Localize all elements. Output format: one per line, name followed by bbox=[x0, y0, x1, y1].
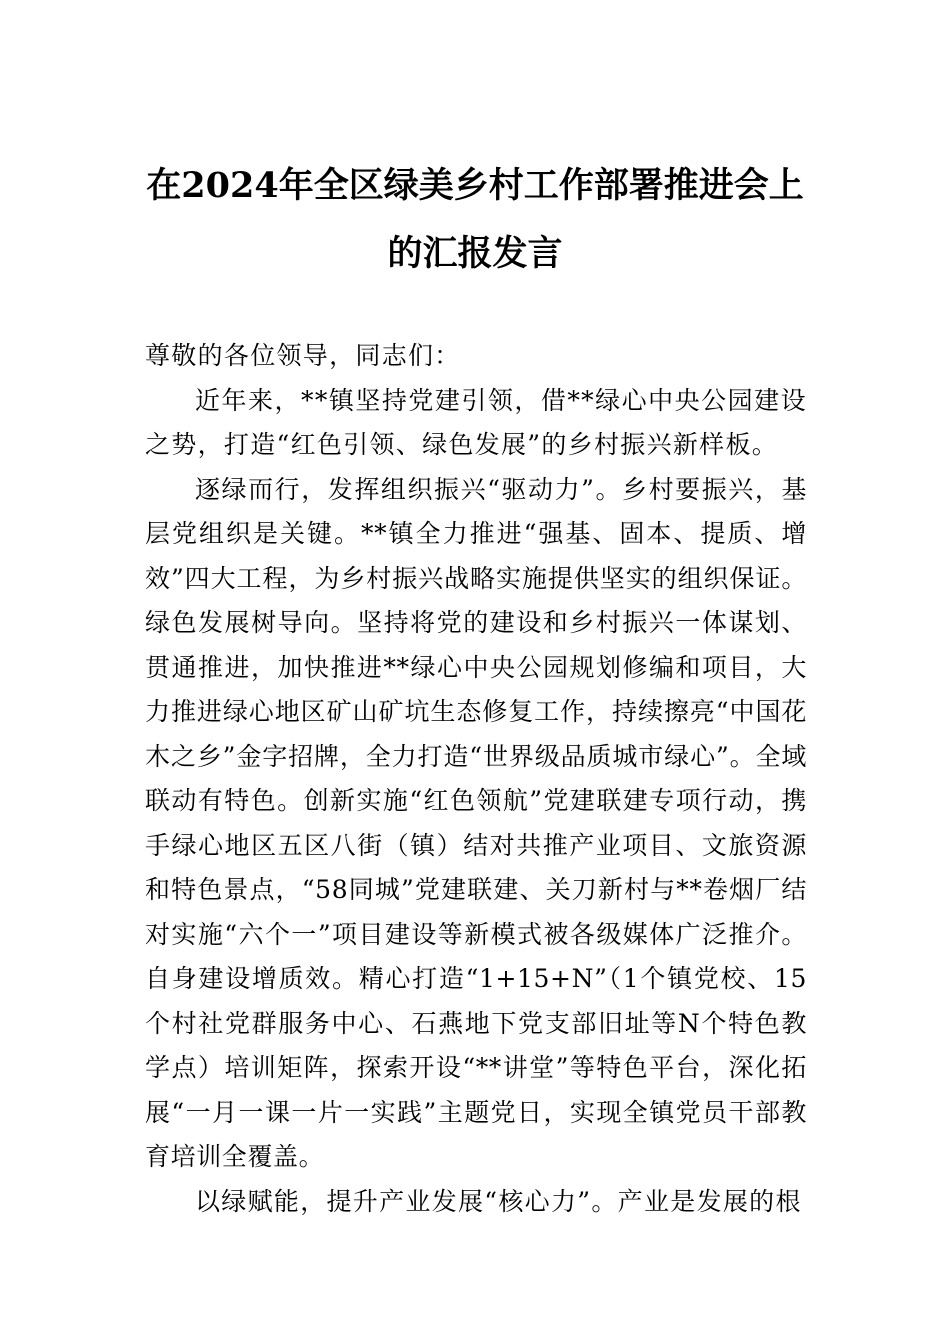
paragraph-intro: 近年来，**镇坚持党建引领，借**绿心中央公园建设之势，打造“红色引领、绿色发展”的乡村振兴新样板。 bbox=[145, 385, 807, 459]
paragraph-organization: 逐绿而行，发挥组织振兴“驱动力”。乡村要振兴，基层党组织是关键。**镇全力推进“强基、固本、提质、增效”四大工程，为乡村振兴战略实施提供坚实的组织保证。绿色发展树导向。坚持将党的建设和乡村振兴一体谋划、贯通推进，加快推进**绿心中央公园规划修编和项目，大力推进绿心地区矿山矿坑生态修复工作，持续擦亮“中国花木之乡”金字招牌，全力打造“世界级品质城市绿心”。全域联动有特色。创新实施“红色领航”党建联建专项行动，携手绿心地区五区八街（镇）结对共推产业项目、文旅资源和特色景点，“58同城”党建联建、关刀新村与**卷烟厂结对实施“六个一”项目建设等新模式被各级媒体广泛推介。自身建设增质效。精心打造“1+15+N”（1个镇党校、15个村社党群服务中心、石燕地下党支部旧址等N个特色教学点）培训矩阵，探索开设“**讲堂”等特色平台，深化拓展“一月一课一片一实践”主题党日，实现全镇党员干部教育培训全覆盖。 bbox=[145, 474, 807, 1171]
document-body bbox=[145, 334, 807, 1224]
title-line-1: 在2024年全区绿美乡村工作部署推进会上 bbox=[146, 165, 804, 206]
paragraph-industry: 以绿赋能，提升产业发展“核心力”。产业是发展的根 bbox=[195, 1186, 802, 1216]
title-line-2: 的汇报发言 bbox=[387, 233, 563, 274]
document-title bbox=[145, 152, 805, 288]
salutation: 尊敬的各位领导，同志们： bbox=[145, 341, 461, 370]
